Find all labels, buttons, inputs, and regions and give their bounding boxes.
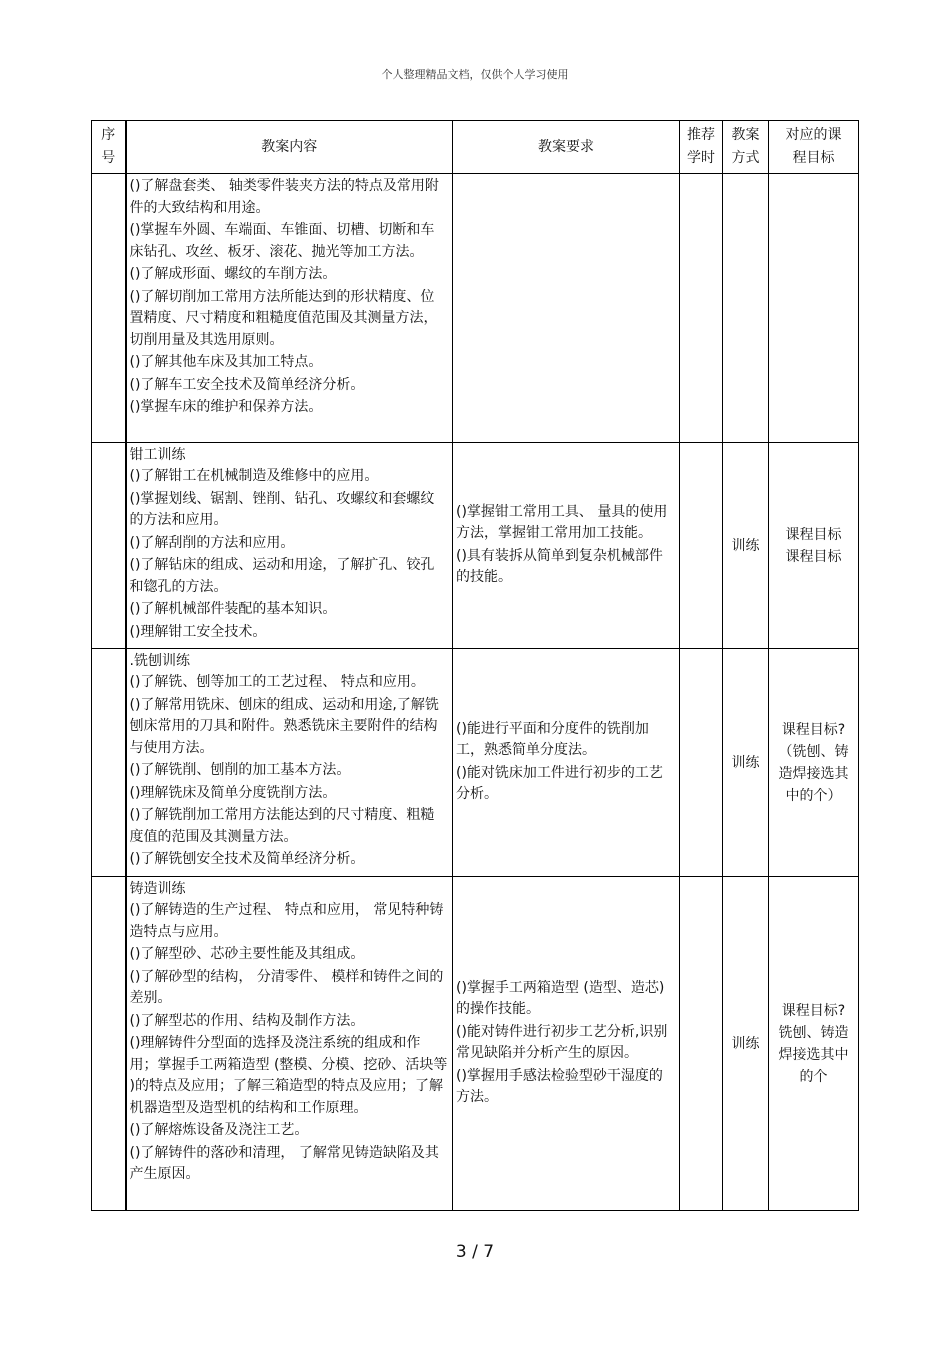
requirement-item: ()掌握钳工常用工具、 量具的使用方法，掌握钳工常用加工技能。 [456, 503, 668, 541]
cell-requirement [453, 649, 680, 877]
content-item: ()了解铣刨安全技术及简单经济分析。 [129, 851, 365, 867]
cell-num [92, 443, 126, 649]
cell-method: 训练 [723, 443, 769, 649]
cell-hours [680, 174, 723, 443]
content-item: ()了解铸件的落砂和清理， 了解常见铸造缺陷及其产生原因。 [129, 1144, 439, 1182]
cell-hours [680, 443, 723, 649]
header-num: 序 号 [92, 121, 126, 174]
cell-requirement [453, 443, 680, 649]
content-item: ()理解铣床及简单分度铣削方法。 [129, 784, 337, 801]
content-item: ()了解钳工在机械制造及维修中的应用。 [129, 468, 379, 484]
header-content: 教案内容 [126, 121, 453, 174]
table-header-row [92, 121, 859, 174]
cell-content [126, 443, 453, 649]
cell-content [126, 649, 453, 877]
content-item: ()掌握车床的维护和保养方法。 [129, 399, 323, 415]
content-item: ()了解盘套类、 轴类零件装夹方法的特点及常用附件的大致结构和用途。 [129, 178, 439, 216]
content-item: ()了解铣削加工常用方法能达到的尺寸精度、粗糙度值的范围及其测量方法。 [129, 807, 435, 845]
content-item: ()了解其他车床及其加工特点。 [129, 354, 323, 370]
content-item: ()了解铣、刨等加工的工艺过程、 特点和应用。 [129, 674, 425, 690]
content-item: ()了解车工安全技术及简单经济分析。 [129, 376, 365, 393]
cell-method: 训练 [723, 649, 769, 877]
content-item: ()理解铸件分型面的选择及浇注系统的组成和作用；掌握手工两箱造型 (整模、分模、挖砂、活块等 )的特点及应用；了解三箱造型的特点及应用；了解机器造型及造型机的结构和工作原理。 [129, 1035, 448, 1116]
syllabus-table [91, 120, 859, 1211]
table-row [92, 443, 859, 649]
table-row [92, 877, 859, 1211]
content-item: ()了解成形面、螺纹的车削方法。 [129, 266, 337, 282]
cell-content [126, 877, 453, 1211]
table-row [92, 174, 859, 443]
cell-goal: 课程目标? （铣刨、铸 造焊接选其 中的个） [769, 649, 859, 877]
header-hours: 推荐 学时 [680, 121, 723, 174]
content-item: ()了解熔炼设备及浇注工艺。 [129, 1122, 309, 1138]
content-item: ()了解切削加工常用方法所能达到的形状精度、位置精度、尺寸精度和粗糙度值范围及其测量方法，切削用量及其选用原则。 [129, 288, 438, 348]
header-requirement: 教案要求 [453, 121, 680, 174]
cell-goal: 课程目标 课程目标 [769, 443, 859, 649]
cell-requirement [453, 877, 680, 1211]
cell-num [92, 174, 126, 443]
cell-content [126, 174, 453, 443]
cell-hours [680, 649, 723, 877]
cell-hours [680, 877, 723, 1211]
content-item: ()理解钳工安全技术。 [129, 623, 267, 640]
cell-num [92, 649, 126, 877]
requirement-item: ()能对铸件进行初步工艺分析,识别常见缺陷并分析产生的原因。 [456, 1023, 668, 1061]
cell-method: 训练 [723, 877, 769, 1211]
header-method: 教案 方式 [723, 121, 769, 174]
cell-method [723, 174, 769, 443]
content-item: ()了解砂型的结构， 分清零件、 模样和铸件之间的差别。 [129, 968, 444, 1006]
content-item: ()了解刮削的方法和应用。 [129, 534, 295, 551]
page-number: 3 / 7 [455, 1242, 495, 1262]
content-item: ()了解型砂、芯砂主要性能及其组成。 [129, 946, 365, 962]
content-item: ()了解铣削、刨削的加工基本方法。 [129, 762, 351, 778]
content-item: ()了解型芯的作用、结构及制作方法。 [129, 1012, 365, 1029]
content-item: ()掌握车外圆、车端面、车锥面、切槽、切断和车床钻孔、攻丝、板牙、滚花、抛光等加工方法。 [129, 222, 435, 260]
content-item: ()了解钻床的组成、运动和用途，了解扩孔、铰孔和锪孔的方法。 [129, 557, 435, 595]
page-header: 个人整理精品文档，仅供个人学习使用 [381, 68, 569, 81]
header-goal: 对应的课 程目标 [769, 121, 859, 174]
cell-num [92, 877, 126, 1211]
cell-goal: 课程目标? 铣刨、铸造 焊接选其中 的个 [769, 877, 859, 1211]
row-title: .铣刨训练 [129, 653, 190, 669]
content-item: ()了解机械部件装配的基本知识。 [129, 601, 337, 617]
content-item: ()了解常用铣床、刨床的组成、运动和用途,了解铣刨床常用的刀具和附件。熟悉铣床主要附件的结构与使用方法。 [129, 696, 439, 756]
table-row [92, 649, 859, 877]
cell-requirement [453, 174, 680, 443]
requirement-item: ()掌握手工两箱造型 (造型、造芯)的操作技能。 [456, 979, 665, 1017]
content-item: ()掌握划线、锯割、锉削、钻孔、攻螺纹和套螺纹的方法和应用。 [129, 490, 435, 528]
row-title: 铸造训练 [129, 881, 186, 897]
requirement-item: ()具有装拆从简单到复杂机械部件的技能。 [456, 547, 663, 585]
row-title: 钳工训练 [129, 447, 186, 463]
requirement-item: ()掌握用手感法检验型砂干湿度的方法。 [456, 1067, 663, 1105]
content-item: ()了解铸造的生产过程、 特点和应用， 常见特种铸造特点与应用。 [129, 902, 444, 940]
cell-goal [769, 174, 859, 443]
requirement-item: ()能进行平面和分度件的铣削加工，熟悉简单分度法。 [456, 720, 649, 758]
requirement-item: ()能对铣床加工件进行初步的工艺分析。 [456, 764, 663, 802]
